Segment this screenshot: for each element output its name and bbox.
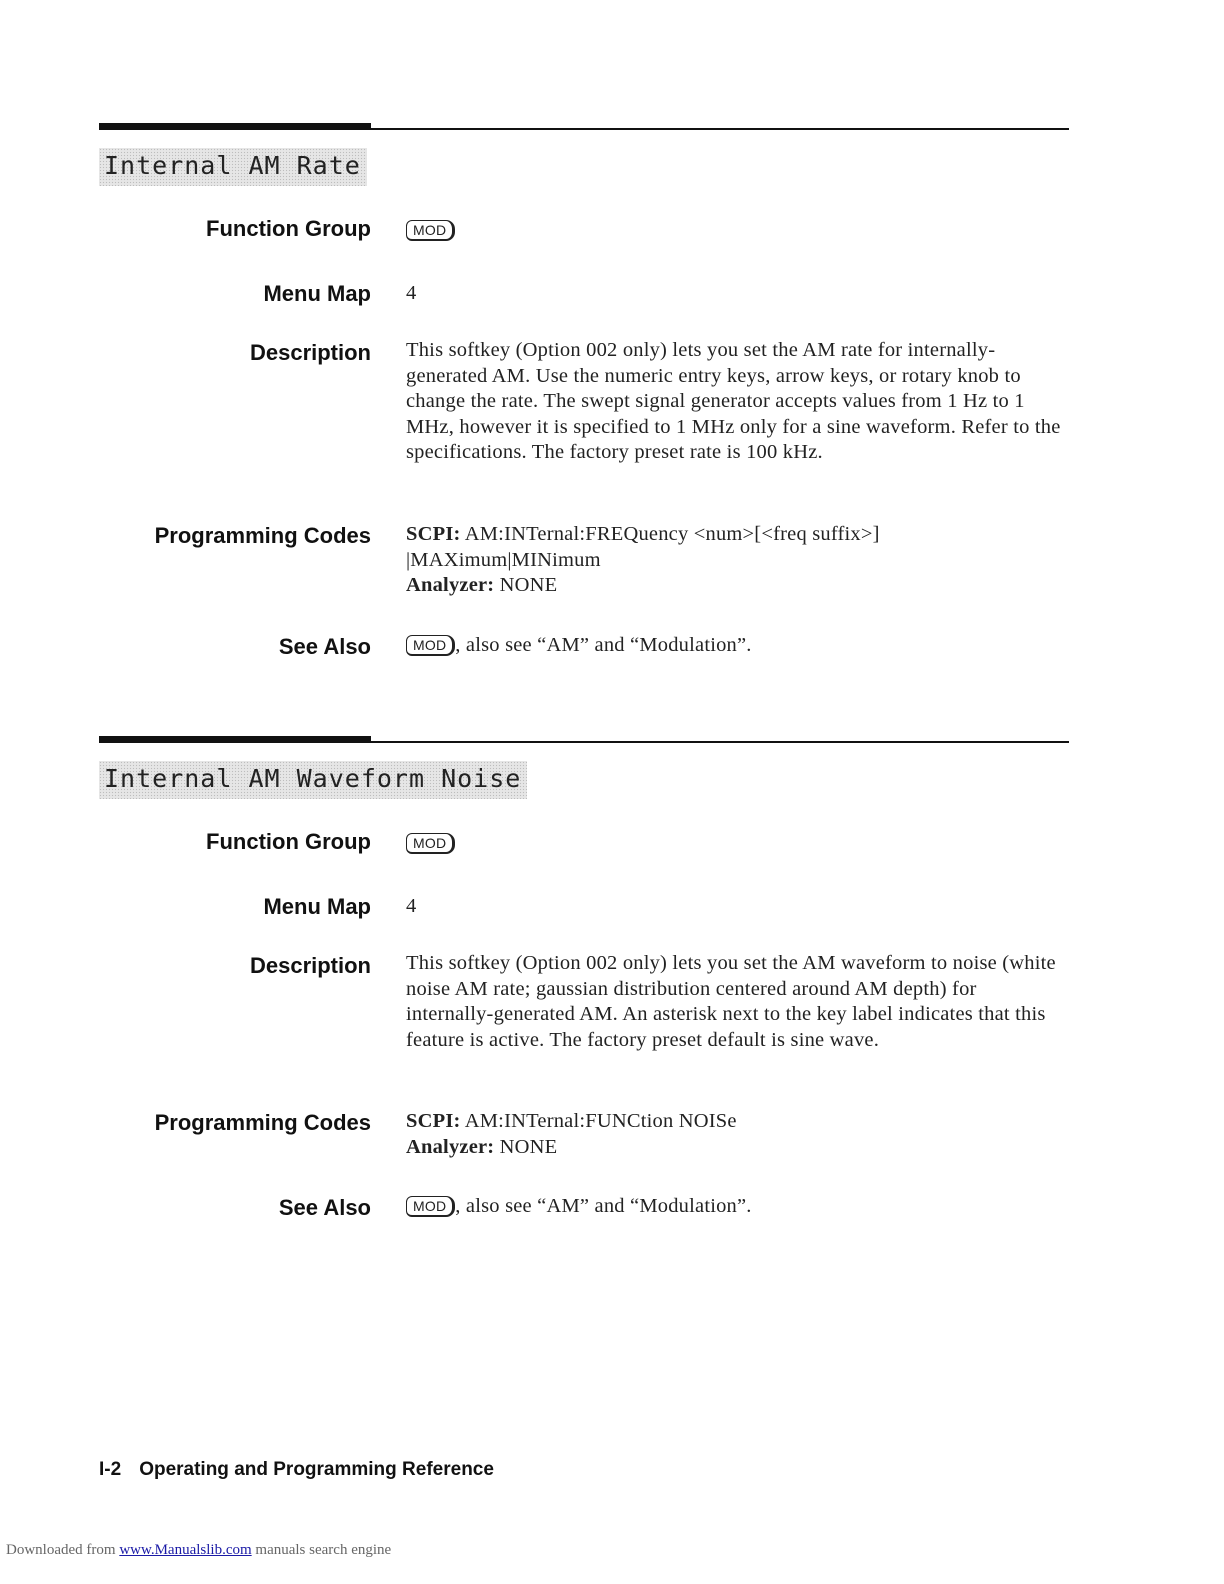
programming-codes-label: Programming Codes: [154, 1110, 371, 1135]
see-also-label: See Also: [278, 1195, 371, 1220]
mod-hardkey: MOD: [406, 1196, 455, 1217]
page-footer: [99, 1459, 494, 1481]
description-text: This softkey (Option 002 only) lets you set the AM waveform to noise (white noise AM rate; gaussian distribution centered around AM depth) for internally-generated AM. An asterisk next to the key label indicates that this feature is active. The factory preset default is sine wave.: [406, 952, 1056, 1051]
programming-codes-label: Programming Codes: [154, 523, 371, 548]
mod-hardkey: MOD: [406, 833, 455, 854]
manualslib-link[interactable]: www.Manualslib.com: [119, 1542, 252, 1558]
see-also-text: , also see “AM” and “Modulation”.: [455, 634, 752, 656]
mod-hardkey: MOD: [406, 635, 455, 656]
programming-codes-value: [406, 1109, 966, 1160]
menu-map-label: Menu Map: [263, 894, 371, 919]
description-label: Description: [249, 340, 371, 365]
menu-map-value: 4: [406, 895, 417, 917]
mod-hardkey: MOD: [406, 220, 455, 241]
analyzer-value: NONE: [499, 574, 558, 597]
download-prefix: Downloaded from: [6, 1542, 116, 1558]
see-also-label: See Also: [278, 634, 371, 659]
analyzer-value: NONE: [499, 1135, 558, 1158]
function-group-value: [406, 831, 1068, 857]
page-number: I-2: [99, 1459, 122, 1480]
scpi-command: AM:INTernal:FUNCtion NOISe: [464, 1110, 737, 1132]
download-notice: [6, 1542, 391, 1559]
see-also-value: [406, 633, 1068, 659]
function-group-label: Function Group: [206, 216, 371, 241]
scpi-label: SCPI:: [406, 523, 461, 545]
see-also-value: [406, 1194, 1068, 1220]
scpi-command: AM:INTernal:FREQuency <num>[<freq suffix>] |MAXimum|MINimum: [406, 523, 880, 571]
function-group-label: Function Group: [206, 829, 371, 854]
footer-title: Operating and Programming Reference: [139, 1459, 494, 1480]
description-label: Description: [249, 953, 371, 978]
analyzer-label: Analyzer:: [406, 574, 495, 597]
programming-codes-value: [406, 522, 966, 599]
section-title-internal-am-rate: Internal AM Rate: [99, 148, 367, 186]
section-rule: [99, 741, 1069, 743]
menu-map-label: Menu Map: [263, 281, 371, 306]
function-group-value: [406, 218, 1068, 244]
menu-map-value: 4: [406, 282, 417, 304]
see-also-text: , also see “AM” and “Modulation”.: [455, 1195, 752, 1217]
download-suffix: manuals search engine: [255, 1542, 392, 1558]
description-text: This softkey (Option 002 only) lets you set the AM rate for internally-generated AM. Use the numeric entry keys, arrow keys, or rotary knob to change the rate. The swept signal generator accepts values from 1 Hz to 1 MHz, however it is specified to 1 MHz only for a sine waveform. Refer to the specifications. The factory preset rate is 100 kHz.: [406, 339, 1061, 464]
scpi-label: SCPI:: [406, 1110, 461, 1132]
section-title-internal-am-waveform-noise: Internal AM Waveform Noise: [99, 761, 527, 799]
analyzer-label: Analyzer:: [406, 1135, 495, 1158]
section-rule: [99, 128, 1069, 130]
